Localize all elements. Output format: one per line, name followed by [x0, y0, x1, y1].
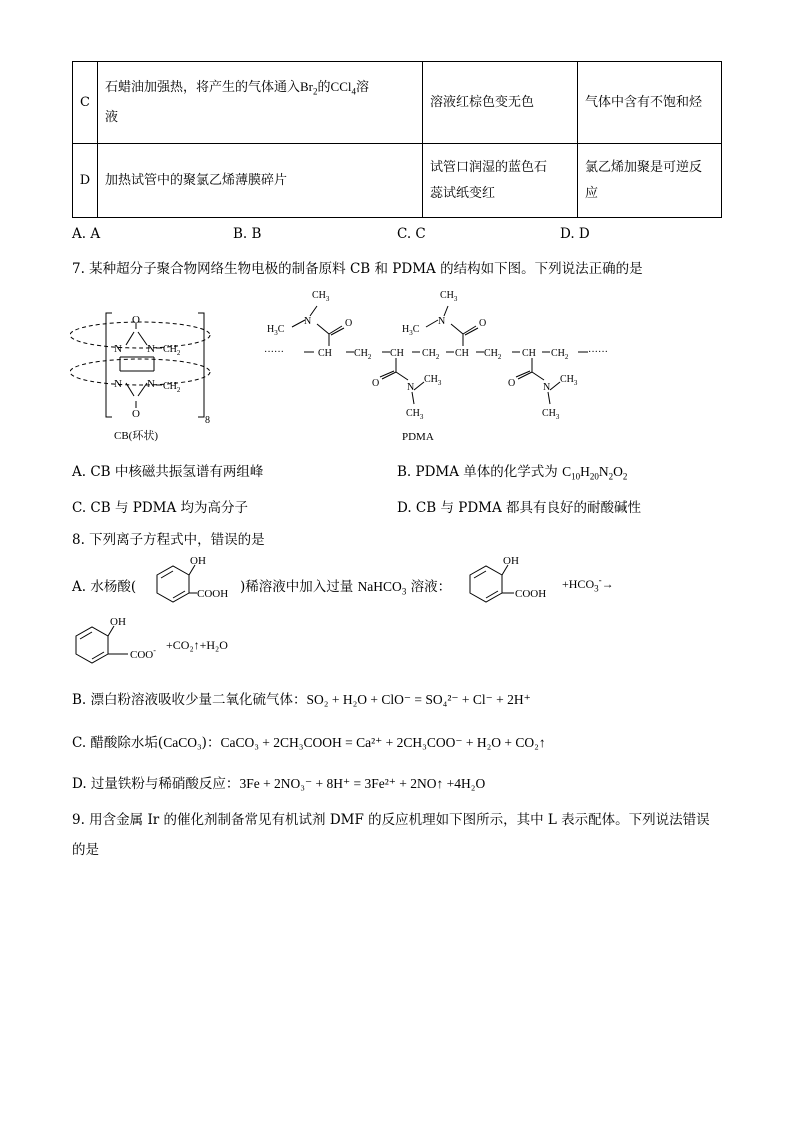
q9-stem-line1: 9. 用含金属 Ir 的催化剂制备常见有机试剂 DMF 的反应机理如下图所示，其中 L 表示配体。下列说法错误 [72, 812, 710, 828]
pdma-oxygen: O [508, 378, 516, 389]
table-row [73, 144, 722, 218]
cooh-label: COOH [515, 588, 547, 600]
pdma-ch3: $CH_3$ [312, 290, 330, 303]
cb-ch2-label: $CH_2$ [163, 344, 181, 357]
pdma-ch3: $CH_3$ [424, 374, 442, 387]
pdma-chain-dots-right: ······ [588, 347, 608, 358]
q7-stem: 7. 某种超分子聚合物网络生物电极的制备原料 CB 和 PDMA 的结构如下图。下列说法正确的是 [72, 261, 643, 277]
oh-label: OH [110, 616, 126, 628]
pdma-nitrogen: N [407, 382, 415, 393]
cb-nitrogen: N [114, 343, 122, 355]
row-label: D [73, 144, 98, 218]
pdma-nitrogen: N [543, 382, 551, 393]
conclusion-cell: 氯乙烯加聚是可逆反 应 [578, 144, 722, 218]
cb-nitrogen: N [147, 343, 155, 355]
pdma-ch2: $CH_2$ [422, 348, 440, 361]
q8-option-a-mid: )稀溶液中加入过量 NaHCO$_3$ 溶液： [240, 579, 452, 597]
salicylate-product [70, 612, 180, 672]
cb-repeat-count: 8 [205, 415, 210, 426]
pdma-structure [262, 282, 622, 447]
q8-option-d: D. 过量铁粉与稀硝酸反应：3Fe + 2NO₃⁻ + 8H⁺ = 3Fe²⁺ + 2NO↑ +4H₂O [72, 776, 486, 792]
phenomenon-cell: 试管口润湿的蓝色石 蕊试纸变红 [423, 144, 578, 218]
pdma-ch: CH [522, 348, 536, 359]
pdma-nitrogen: N [304, 316, 312, 327]
cb-ch2-label: $CH_2$ [163, 381, 181, 394]
conclusion-cell: 气体中含有不饱和烃 [578, 62, 722, 144]
cb-oxygen-bottom: O [132, 408, 140, 420]
pdma-h3c: $H_3C$ [267, 324, 285, 337]
pdma-ch2: $CH_2$ [484, 348, 502, 361]
salicylic-acid-structure [137, 553, 247, 611]
bicarbonate-term: $+HCO_3^-\to$ [562, 575, 614, 594]
phenomenon-cell: 溶液红棕色变无色 [423, 62, 578, 144]
coo-label: COO- [130, 646, 156, 661]
pdma-oxygen: O [479, 318, 487, 329]
oh-label: OH [503, 555, 519, 567]
cb-structure [70, 305, 220, 445]
pdma-ch2: $CH_2$ [354, 348, 372, 361]
pdma-ch3: $CH_3$ [440, 290, 458, 303]
q9-stem-line2: 的是 [72, 842, 99, 858]
pdma-ch: CH [455, 348, 469, 359]
q7-option-b: B. PDMA 单体的化学式为 $C_{10}H_{20}N_2O_2$ [397, 464, 628, 482]
q7-option-d: D. CB 与 PDMA 都具有良好的耐酸碱性 [397, 500, 642, 516]
oh-label: OH [190, 555, 206, 567]
q7-option-c: C. CB 与 PDMA 均为高分子 [72, 500, 249, 516]
q7-option-a: A. CB 中核磁共振氢谱有两组峰 [72, 464, 264, 480]
cooh-label: COOH [197, 588, 229, 600]
pdma-caption: PDMA [402, 431, 434, 443]
pdma-ch3: $CH_3$ [560, 374, 578, 387]
pdma-oxygen: O [345, 318, 353, 329]
experiment-table [72, 61, 722, 218]
q6-option-b: B. B [233, 226, 262, 242]
q8-option-b: B. 漂白粉溶液吸收少量二氧化硫气体：SO₂ + H₂O + ClO⁻ = SO₄²⁻ + Cl⁻ + 2H⁺ [72, 692, 531, 708]
operation-cell: 加热试管中的聚氯乙烯薄膜碎片 [98, 144, 423, 218]
pdma-ch: CH [390, 348, 404, 359]
pdma-nitrogen: N [438, 316, 446, 327]
q6-option-c: C. C [397, 226, 426, 242]
table-row [73, 62, 722, 144]
pdma-ch3: $CH_3$ [406, 408, 424, 421]
pdma-chain-dots-left: ······ [264, 347, 284, 358]
pdma-oxygen: O [372, 378, 380, 389]
q6-option-d: D. D [560, 226, 590, 242]
q8-stem: 8. 下列离子方程式中，错误的是 [72, 532, 265, 548]
cb-nitrogen: N [114, 378, 122, 390]
cb-oxygen-top: O [132, 314, 140, 326]
pdma-ch: CH [318, 348, 332, 359]
pdma-ch3: $CH_3$ [542, 408, 560, 421]
cb-nitrogen: N [147, 378, 155, 390]
cb-caption: CB(环状) [114, 430, 158, 442]
q6-option-a: A. A [72, 226, 101, 242]
salicylic-acid-reactant [460, 553, 570, 611]
row-label: C [73, 62, 98, 144]
pdma-monomer-formula: $C_{10}H_{20}N_2O_2$ [562, 464, 628, 482]
pdma-ch2: $CH_2$ [551, 348, 569, 361]
q8-option-a-products: +CO₂↑+H₂O [166, 638, 228, 652]
operation-cell: 石蜡油加强热，将产生的气体通入$Br_2$的CCl$_4$溶 液 [98, 62, 423, 144]
q8-option-a-pre: A. 水杨酸( [72, 579, 137, 595]
pdma-h3c: $H_3C$ [402, 324, 420, 337]
q8-option-c: C. 醋酸除水垢(CaCO₃)：CaCO₃ + 2CH₃COOH = Ca²⁺ + 2CH₃COO⁻ + H₂O + CO₂↑ [72, 735, 546, 751]
